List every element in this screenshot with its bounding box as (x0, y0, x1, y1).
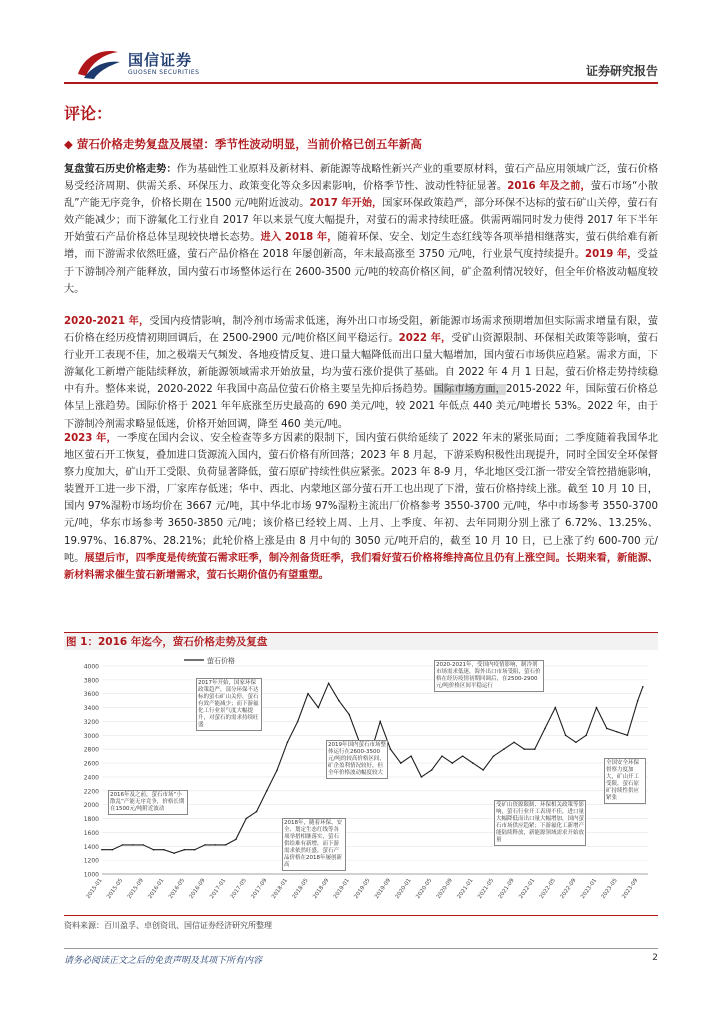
guosen-logo-icon (74, 46, 122, 80)
para-lead: 复盘萤石历史价格走势： (64, 164, 177, 175)
price-point (215, 844, 217, 846)
price-point (256, 811, 258, 813)
price-chart (64, 652, 658, 914)
price-point (472, 762, 474, 764)
price-point (493, 755, 495, 757)
x-tick-label: 2021-05 (477, 877, 496, 900)
paragraph-2023: 2023 年，一季度在国内会议、安全检查等多方因素的限制下，国内萤石供给延续了 2022 年末的紧张局面；二季度随着我国华北地区萤石开工恢复，叠加进口货源流入国内，萤石价格有所回落；2023 年 8 月起，下游采购积极性出现提升，同时全国安全环保督察力度加大，矿山开工受限、负荷显著降低，萤石原矿持续性供应紧张。2023 年 8-9 月，华北地区受江浙一带安全管控措施影响，装置开工进一步下滑，厂家库存低迷；华中、西北、内蒙地区部分萤石开工也出现了下滑，萤石价格持续上涨。截至 10 月 10 日，国内 97%湿粉市场均价在 3667 元/吨，其中华北市场 97%湿粉主流出厂价格参考 3550-3700 元/吨，华中市场参考 3550-3700 元/吨，华东市场参考 3650-3850 元/吨；该价格已经较上周、上月、上季度、年初、去年同期分别上涨了 6.72%、13.25%、19.97%、16.87%、28.21%；此轮价格上涨是由 8 月中旬的 3050 元/吨开启的，截至 10 月 10 日，已上涨了约 600-700 元/吨。展望后市，四季度是传统萤石需求旺季，制冷剂备货旺季，我们看好萤石价格将维持高位且仍有上涨空间。长期来看，新能源、新材料需求催生萤石新增需求，萤石长期价值仍有望重塑。 (64, 433, 659, 581)
price-point (287, 741, 289, 743)
price-point (173, 852, 175, 854)
x-tick-label: 2022-01 (518, 877, 537, 900)
price-point (431, 769, 433, 771)
header-divider (64, 82, 658, 84)
x-tick-label: 2015-05 (106, 877, 125, 900)
price-point (245, 818, 247, 820)
price-point (534, 748, 536, 750)
legend-label: 萤石价格 (207, 657, 235, 665)
section-title: 评论： (64, 104, 113, 123)
price-point (462, 755, 464, 757)
price-point (482, 769, 484, 771)
x-tick-label: 2022-05 (538, 877, 557, 900)
price-point (451, 762, 453, 764)
y-tick-label: 2600 (83, 760, 99, 768)
price-point (297, 721, 299, 723)
figure-title: 图 1：2016 年迄今，萤石价格走势及复盘 (64, 632, 658, 650)
annotation-2019: 2019年国内萤石市场整体运行在2600-3500元/吨的较高价格区间，矿企盈利情况较好，但全年价格波动幅度较大 (326, 740, 388, 779)
y-tick-label: 1200 (83, 857, 99, 865)
x-tick-label: 2020-01 (394, 877, 413, 900)
price-point (400, 762, 402, 764)
x-tick-label: 2017-01 (209, 877, 228, 900)
x-tick-label: 2023-01 (580, 877, 599, 900)
annotation-2018: 2018年，随着环保、安全、划定生态红线等各项举措相继落实，萤石供给难有新增，而下游需求依然旺盛，萤石产品价格在2018年屡创新高 (282, 818, 346, 871)
price-point (348, 714, 350, 716)
price-point (513, 741, 515, 743)
footer-disclaimer: 请务必阅读正文之后的免责声明及其项下所有内容 (64, 956, 263, 966)
x-tick-label: 2023-09 (621, 877, 640, 900)
price-point (596, 707, 598, 709)
x-tick-label: 2021-01 (456, 877, 475, 900)
y-tick-label: 2800 (83, 746, 99, 754)
y-tick-label: 3000 (83, 732, 99, 740)
price-point (142, 844, 144, 846)
x-tick-label: 2019-05 (353, 877, 372, 900)
annotation-2022: 受矿山资源限制、环保相关政策等影响，萤石行业开工表现不佳，进口量大幅降低而出口量大幅增加，国内萤石市场供应趋紧；下游氟化工新增产能陆续释放，新能源领域需求开始放量 (494, 800, 586, 846)
x-tick-label: 2018-09 (312, 877, 331, 900)
price-point (410, 755, 412, 757)
bullet-heading: ◆ 萤石价格走势复盘及展望：季节性波动明显，当前价格已创五年新高 (64, 137, 422, 151)
x-tick-label: 2020-05 (415, 877, 434, 900)
price-point (338, 700, 340, 702)
y-tick-label: 3600 (83, 691, 99, 699)
price-point (606, 728, 608, 730)
price-point (276, 769, 278, 771)
x-tick-label: 2016-05 (167, 877, 187, 900)
annotation-2020-2021: 2020-2021年，受国内疫情影响，制冷剂市场需求低迷，海外出口市场受阻，萤石价格在经历疫情初期回调后，在2500-2900元/吨价格区间平稳运行 (434, 660, 544, 692)
x-tick-label: 2018-01 (270, 877, 290, 900)
price-point (421, 776, 423, 778)
price-point (307, 693, 309, 695)
x-tick-label: 2016-01 (147, 877, 166, 900)
report-type: 证券研究报告 (585, 64, 658, 78)
price-point (153, 849, 155, 851)
price-point (132, 844, 134, 846)
price-point (235, 839, 237, 841)
price-point (101, 849, 103, 851)
price-point (524, 748, 526, 750)
y-tick-label: 1400 (83, 843, 99, 851)
x-tick-label: 2017-05 (229, 877, 248, 900)
price-point (266, 790, 268, 792)
annotation-2016: 2016年及之前，萤石市场“小散乱”产能无序竞争，价格长期在1500元/吨附近波动 (108, 790, 188, 815)
x-tick-label: 2017-09 (250, 877, 269, 900)
price-point (627, 735, 629, 737)
price-point (225, 844, 227, 846)
x-tick-label: 2016-09 (188, 877, 207, 900)
price-point (616, 731, 618, 733)
price-point (503, 748, 505, 750)
price-point (122, 844, 124, 846)
y-tick-label: 1800 (83, 816, 99, 824)
y-tick-label: 2200 (83, 788, 99, 796)
price-point (585, 735, 587, 737)
price-point (554, 707, 556, 709)
price-point (565, 735, 567, 737)
figure-source: 资料来源：百川盈孚、卓创资讯、国信证券经济研究所整理 (64, 921, 272, 930)
price-point (184, 849, 186, 851)
price-point (544, 728, 546, 730)
logo-name-cn: 国信证券 (128, 51, 193, 69)
y-tick-label: 3800 (83, 677, 99, 685)
price-point (204, 844, 206, 846)
price-point (390, 748, 392, 750)
y-tick-label: 3400 (83, 705, 99, 713)
price-point (318, 707, 320, 709)
annotation-2023: 全国安全环保督察力度加大，矿山开工受限，萤石原矿持续性供应紧张 (604, 758, 646, 804)
price-point (194, 849, 196, 851)
x-tick-label: 2019-09 (373, 877, 393, 900)
y-tick-label: 3200 (83, 718, 99, 726)
x-tick-label: 2023-05 (600, 877, 619, 900)
x-tick-label: 2015-09 (126, 877, 145, 900)
x-tick-label: 2021-09 (497, 877, 516, 900)
x-tick-label: 2022-09 (559, 877, 578, 900)
figure-bottom-rule (64, 915, 658, 916)
y-tick-label: 4000 (83, 663, 99, 671)
annotation-2017: 2017年开始，国家环保政策趋严，部分环保不达标的萤石矿山关停，萤石有效产能减少；而下游氟化工行业景气度大幅提升，对萤石的需求持续旺盛 (196, 678, 262, 731)
y-tick-label: 1000 (83, 871, 99, 879)
x-tick-label: 2020-09 (435, 877, 454, 900)
price-point (328, 683, 330, 685)
price-point (441, 755, 443, 757)
page-number: 2 (652, 953, 658, 963)
price-point (575, 741, 577, 743)
price-point (642, 686, 644, 688)
price-point (379, 721, 381, 723)
x-tick-label: 2015-01 (85, 877, 104, 900)
price-point (637, 700, 639, 702)
y-tick-label: 2000 (83, 802, 99, 810)
x-tick-label: 2019-01 (332, 877, 351, 900)
logo-name-en: GUOSEN SECURITIES (128, 69, 200, 76)
y-tick-label: 1600 (83, 829, 99, 837)
paragraph-history: 复盘萤石历史价格走势：作为基础性工业原料及新材料、新能源等战略性新兴产业的重要原材料，萤石产品应用领域广泛，萤石价格易受经济周期、供需关系、环保压力、政策变化等众多因素影响，价格季节性、波动性特征显著。2016 年及之前，萤石市场“小散乱”产能无序竞争，价格长期在 1500 元/吨附近波动。2017 年开始，国家环保政策趋严，部分环保不达标的萤石矿山关停，萤石有效产能减少；而下游氟化工行业自 2017 年以来景气度大幅提升，对萤石的需求持续旺盛。供需两端同时发力使得 2017 年下半年开始萤石产品价格总体呈现较快增长态势。进入 2018 年，随着环保、安全、划定生态红线等各项举措相继落实，萤石供给难有新增，而下游需求依然旺盛，萤石产品价格在 2018 年屡创新高，年末最高涨至 3750 元/吨，行业景气度持续提升。2019 年，受益于下游制冷剂产能释放，国内萤石市场整体运行在 2600-3500 元/吨的较高价格区间，矿企盈利情况较好，但全年价格波动幅度较大。 (64, 164, 659, 295)
y-tick-label: 2400 (83, 774, 99, 782)
paragraph-2020-2022: 2020-2021 年，受国内疫情影响，制冷剂市场需求低迷，海外出口市场受阻，新能源市场需求预期增加但实际需求增量有限，萤石价格在经历疫情初期回调后，在 2500-2900 元/吨价格区间平稳运行。2022 年，受矿山资源限制、环保相关政策等影响，萤石行业开工表现不佳，加之极端天气频发、各地疫情反复、进口量大幅降低而出口量大幅增加，国内萤石市场供应趋紧。需求方面，下游氟化工新增产能陆续释放，新能源领域需求开始放量，均为萤石涨价提供了基础。自 2022 年 4 月 1 日起，萤石价格走势持续稳中有升。整体来说，2020-2022 年我国中高品位萤石价格主要呈先抑后扬趋势。国际市场方面，2015-2022 年，国际萤石价格总体呈上涨趋势。国际价格于 2021 年年底涨至历史最高的 690 美元/吨，较 2021 年低点 440 美元/吨增长 53%。2022 年，由于下游制冷剂需求略显低迷，价格开始回调，降至 460 美元/吨。 (64, 316, 659, 430)
x-tick-label: 2018-05 (291, 877, 310, 900)
price-point (112, 849, 114, 851)
price-point (163, 849, 165, 851)
footer-divider (64, 948, 658, 949)
